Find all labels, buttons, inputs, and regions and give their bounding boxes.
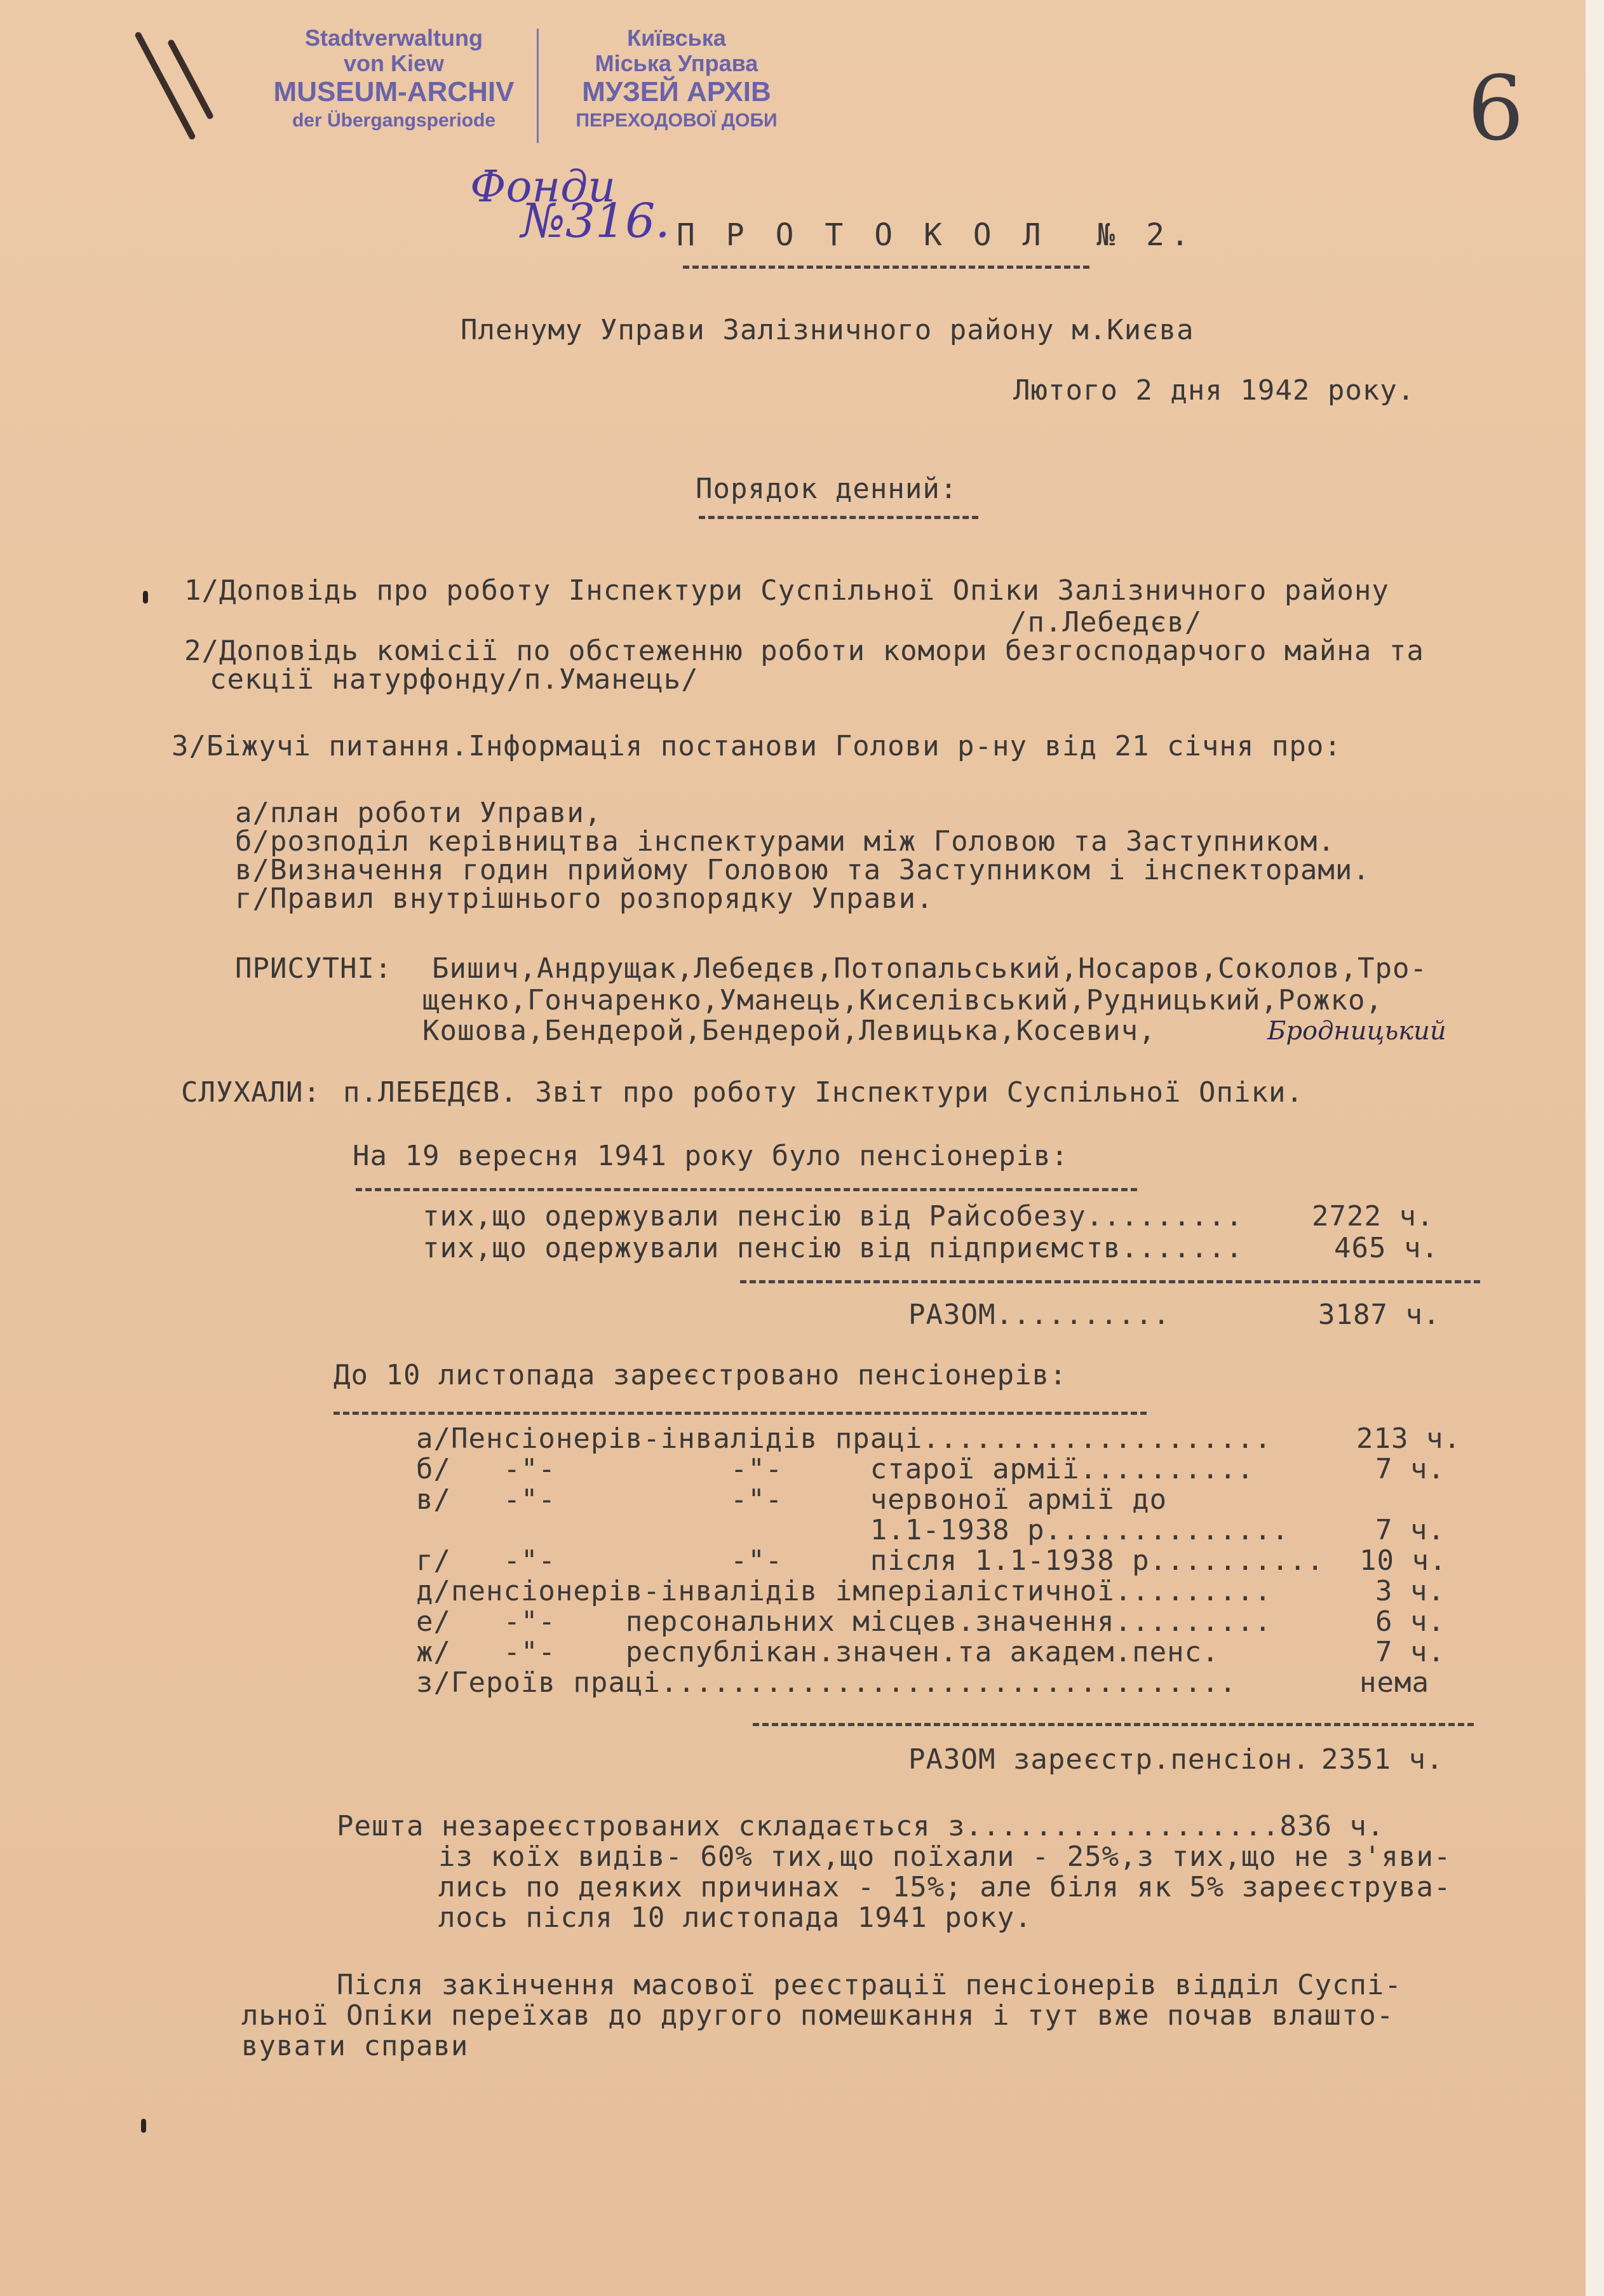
registered-row-label: з/Героїв праці.................................	[416, 1666, 1237, 1699]
remainder-line: із коїх видів- 60% тих,що поїхали - 25%,з тих,що не з'яви-	[438, 1840, 1452, 1873]
stamp-line: ПЕРЕХОДОВОЇ ДОБИ	[576, 110, 778, 131]
registered-row-value: 3 ч.	[1375, 1575, 1445, 1607]
document-title: П Р О Т О К О Л № 2.	[677, 217, 1196, 253]
stamp-line: МУЗЕЙ АРХІВ	[582, 76, 771, 107]
present-names-line: щенко,Гончаренко,Уманець,Киселівський,Рудницький,Рожко,	[422, 984, 1383, 1016]
handwritten-fond-number: №316.	[521, 194, 670, 248]
registered-nov-heading: До 10 листопада зареєстровано пенсіонерів:	[334, 1359, 1067, 1391]
pension-row-value: 465 ч.	[1334, 1232, 1439, 1264]
stamp-ukrainian-part	[543, 25, 810, 133]
registered-row-value: 6 ч.	[1375, 1605, 1445, 1638]
scan-background-edge	[1586, 0, 1604, 2296]
pension-row-label: тих,що одержували пенсію від Райсобезу.........	[422, 1200, 1244, 1232]
heard-label: СЛУХАЛИ:	[181, 1076, 321, 1109]
document-date: Лютого 2 дня 1942 року.	[1013, 374, 1415, 407]
punch-hole-mark	[143, 591, 148, 604]
registered-row-label: е/ -"- персональних місцев.значення.........	[416, 1605, 1272, 1638]
agenda-item: /п.Лебедєв/	[1010, 606, 1203, 638]
registered-row-label: г/ -"- -"- після 1.1-1938 р..........	[416, 1544, 1324, 1577]
agenda-item: 3/Біжучі питання.Інформація постанови Голови р-ну від 21 січня про:	[172, 730, 1342, 762]
closing-line: Після закінчення масової реєстрації пенсіонерів відділ Суспі-	[337, 1969, 1402, 2001]
registered-row-label: в/ -"- -"- червоної армії до	[416, 1483, 1168, 1516]
pension-row-label: тих,що одержували пенсію від підприємств.......	[422, 1232, 1244, 1264]
closing-line: вувати справи	[241, 2030, 469, 2062]
registered-total-value: 2351 ч.	[1321, 1743, 1444, 1776]
remainder-line: Решта незареєстрованих складається з..................836 ч.	[337, 1810, 1385, 1842]
ink-stroke-mark	[134, 31, 196, 140]
agenda-item: 1/Доповідь про роботу Інспектури Суспільної Опіки Залізничного району	[184, 574, 1389, 607]
agenda-subitem: б/розподіл керівництва інспектурами між Головою та Заступником.	[235, 825, 1335, 858]
present-label: ПРИСУТНІ:	[235, 952, 393, 985]
registered-row-value: 213 ч.	[1356, 1422, 1461, 1455]
registered-total-label: РАЗОМ зареєстр.пенсіон.	[908, 1743, 1311, 1776]
registered-row-value: 7 ч.	[1375, 1514, 1445, 1546]
registered-row-label: а/Пенсіонерів-інвалідів праці....................	[416, 1422, 1272, 1455]
punch-hole-mark	[141, 2119, 146, 2133]
stamp-line: der Übergangsperiode	[292, 110, 496, 131]
stamp-line: MUSEUM-ARCHIV	[273, 76, 515, 107]
pension-total-label: РАЗОМ..........	[908, 1299, 1171, 1331]
handwritten-page-number: 6	[1467, 57, 1525, 161]
document-subtitle: Пленуму Управи Залізничного району м.Києва	[461, 314, 1194, 346]
registered-row-value: 10 ч.	[1359, 1544, 1447, 1577]
stamp-german-part	[251, 25, 537, 133]
handwritten-added-name: Бродницький	[1267, 1016, 1446, 1046]
stamp-line: von Kiew	[343, 50, 445, 76]
agenda-subitem: а/план роботи Управи,	[235, 797, 602, 829]
pensioners-sept-heading: На 19 вересня 1941 року було пенсіонерів:	[353, 1140, 1069, 1172]
registered-row-label: б/ -"- -"- старої армії..........	[416, 1453, 1255, 1485]
pension-row-value: 2722 ч.	[1312, 1200, 1434, 1232]
agenda-heading: Порядок денний:	[696, 473, 958, 505]
nov-total-rule	[753, 1723, 1474, 1726]
agenda-item: секції натурфонду/п.Уманець/	[210, 663, 699, 696]
remainder-line: лось після 10 листопада 1941 року.	[438, 1901, 1032, 1934]
stamp-line: Київська	[627, 25, 726, 51]
present-names-line: Бишич,Андрущак,Лебедєв,Потопальський,Носаров,Соколов,Тро-	[432, 952, 1427, 985]
registered-row-label: д/пенсіонерів-інвалідів імперіалістичної.........	[416, 1575, 1272, 1607]
heard-text: п.ЛЕБЕДЄВ. Звіт про роботу Інспектури Суспільної Опіки.	[343, 1076, 1304, 1109]
handwritten-fond-label: Фонди	[470, 162, 616, 212]
remainder-line: лись по деяких причинах - 15%; але біля як 5% зареєструва-	[438, 1871, 1452, 1903]
registered-row-value: нема	[1359, 1666, 1429, 1699]
closing-line: льної Опіки переїхав до другого помешкання і тут вже почав влашто-	[241, 1999, 1394, 2032]
pension-total-value: 3187 ч.	[1318, 1299, 1441, 1331]
agenda-subitem: в/Визначення годин прийому Головою та Заступником і інспекторами.	[235, 854, 1370, 886]
stamp-line: Stadtverwaltung	[304, 25, 483, 51]
title-underline	[683, 266, 1089, 269]
archive-stamp	[251, 25, 823, 152]
sept-heading-underline	[356, 1188, 1137, 1191]
registered-row-label: ж/ -"- республікан.значен.та академ.пенс.	[416, 1636, 1220, 1668]
agenda-item: 2/Доповідь комісії по обстеженню роботи комори безгосподарчого майна та	[184, 635, 1424, 667]
agenda-subitem: г/Правил внутрішнього розпорядку Управи.	[235, 882, 934, 915]
present-names-line: Кошова,Бендерой,Бендерой,Левицька,Косевич,	[422, 1015, 1156, 1047]
nov-heading-underline	[334, 1412, 1147, 1415]
agenda-underline	[699, 516, 978, 519]
registered-row-value: 7 ч.	[1375, 1636, 1445, 1668]
registered-row-label: 1.1-1938 р..............	[416, 1514, 1290, 1546]
stamp-divider	[537, 29, 539, 143]
registered-row-value: 7 ч.	[1375, 1453, 1445, 1485]
stamp-line: Міська Управа	[595, 50, 758, 76]
sept-total-rule	[740, 1280, 1480, 1283]
